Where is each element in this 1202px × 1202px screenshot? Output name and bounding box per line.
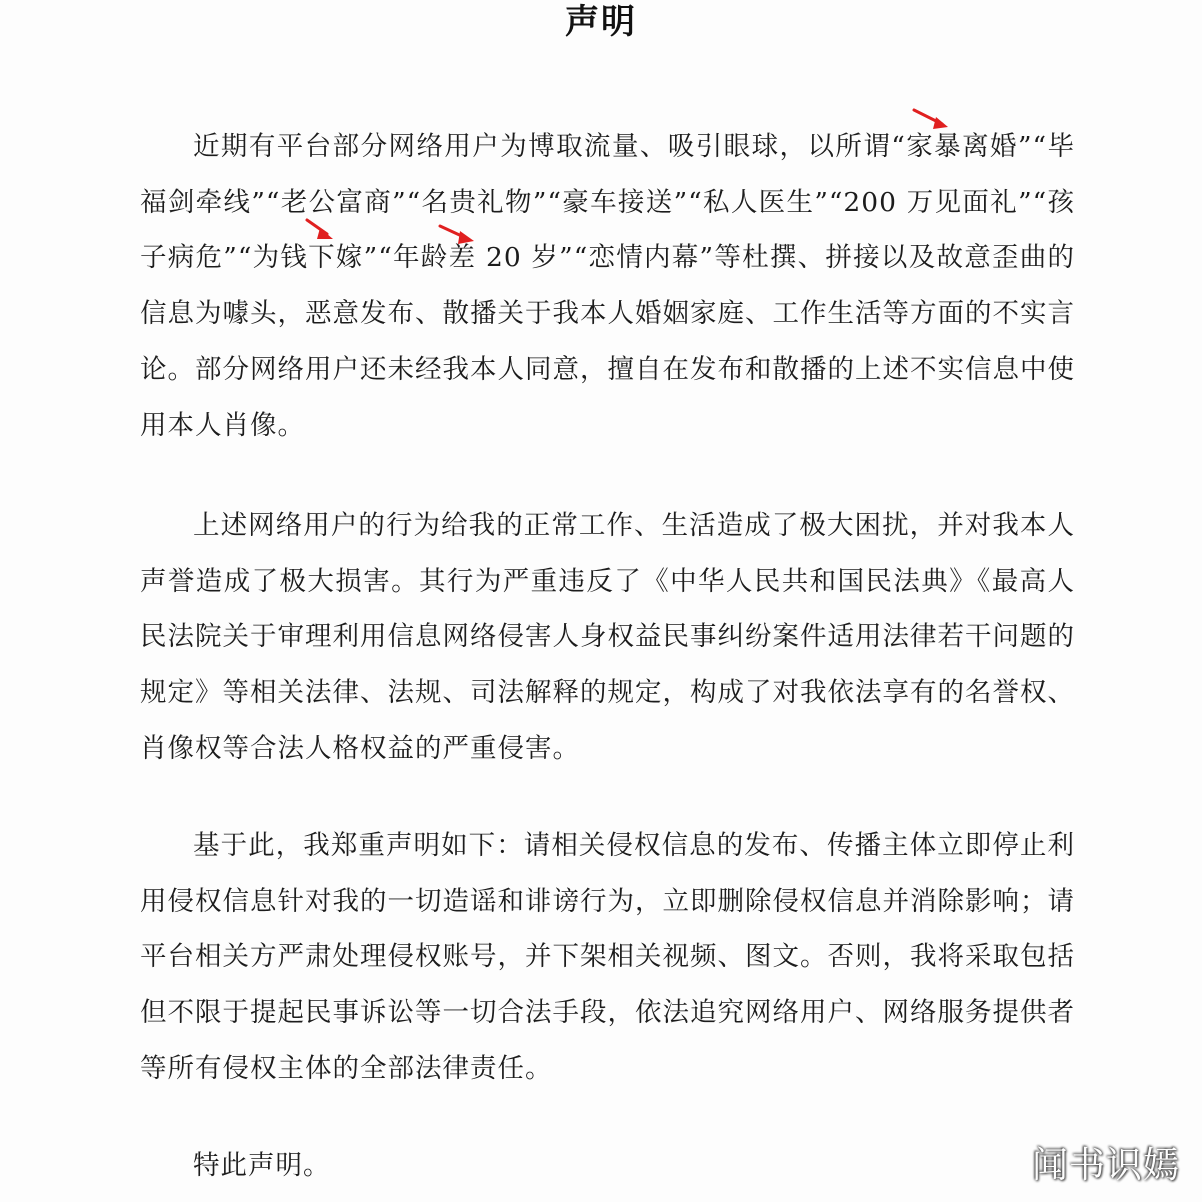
page-title: 声明: [565, 2, 637, 42]
paragraph-3: 基于此，我郑重声明如下：请相关侵权信息的发布、传播主体立即停止利用侵权信息针对我的一切造谣和诽谤行为，立即删除侵权信息并消除影响；请平台相关方严肃处理侵权账号，并下架相关视频、图文。否则，我将采取包括但不限于提起民事诉讼等一切合法手段，依法追究网络用户、网络服务提供者等所有侵权主体的全部法律责任。: [140, 830, 1075, 1084]
watermark-text: 闻书识嫣: [1031, 1145, 1180, 1186]
red-arrow-icon: [438, 224, 478, 250]
paragraph-closing: 特此声明。: [193, 1150, 331, 1181]
red-arrow-icon: [912, 107, 952, 133]
red-arrow-icon: [303, 218, 343, 244]
paragraph-2: 上述网络用户的行为给我的正常工作、生活造成了极大困扰，并对我本人声誉造成了极大损害。其行为严重违反了《中华人民共和国民法典》《最高人民法院关于审理利用信息网络侵害人身权益民事纠纷案件适用法律若干问题的规定》等相关法律、法规、司法解释的规定，构成了对我依法享有的名誉权、肖像权等合法人格权益的严重侵害。: [140, 510, 1075, 764]
paragraph-1: 近期有平台部分网络用户为博取流量、吸引眼球，以所谓“家暴离婚”“毕福剑牵线”“老公富商”“名贵礼物”“豪车接送”“私人医生”“200 万见面礼”“孩子病危”“为钱下嫁”“年龄差 20 岁”“恋情内幕”等杜撰、拼接以及故意歪曲的信息为噱头，恶意发布、散播关于我本人婚姻家庭、工作生活等方面的不实言论。部分网络用户还未经我本人同意，擅自在发布和散播的上述不实信息中使用本人肖像。: [140, 131, 1075, 441]
